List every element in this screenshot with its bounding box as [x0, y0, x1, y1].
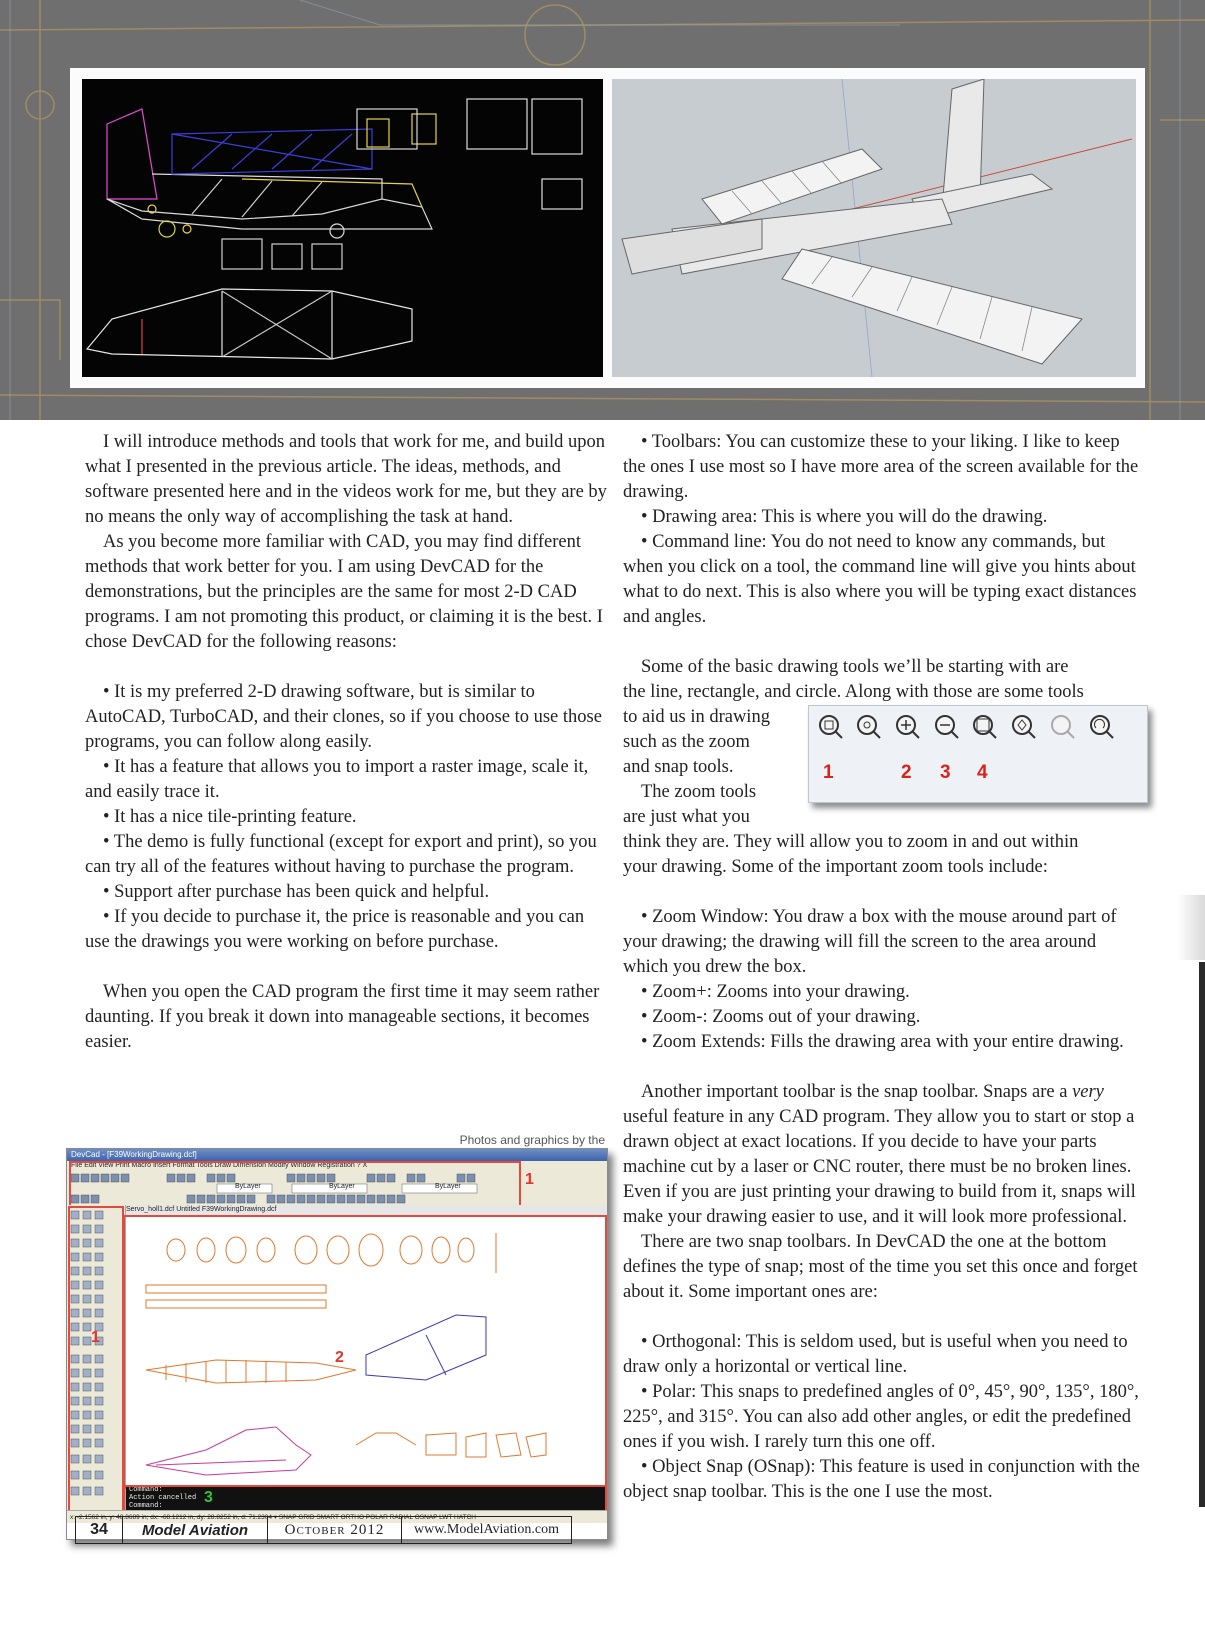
bullet-item: • Drawing area: This is where you will do the drawing. — [641, 507, 1048, 527]
callout-2: 2 — [335, 1349, 344, 1366]
document-tabs[interactable]: Servo_holl1.dcf Untitled F39WorkingDrawing.dcf — [126, 1205, 607, 1215]
zoom-label-1: 1 — [823, 762, 834, 783]
toolbox-callout-box — [68, 1206, 124, 1513]
text-line: your drawing. Some of the important zoom tools include: — [623, 857, 1048, 877]
zoom-extents-icon — [974, 716, 996, 738]
bullet-item: • Object Snap (OSnap): This feature is used in conjunction with the object snap toolbar. This is the one I use the most. — [623, 1457, 1140, 1502]
paragraph — [623, 1080, 1143, 1230]
menu-bar: File Edit View Print Macro Insert Format Tools Draw Dimension Modify Window Registration ? X — [67, 1161, 607, 1171]
paragraph: When you open the CAD program the first time it may seem rather daunting. If you break it down into manageable sections, it becomes easier. — [85, 982, 600, 1052]
toolbar-callout-box — [69, 1161, 521, 1207]
issue-date: October 2012 — [268, 1517, 402, 1543]
text-line: The zoom tools — [641, 782, 757, 802]
header-banner — [0, 0, 1205, 420]
text-line: and snap tools. — [623, 757, 734, 777]
command-line-text: Action cancelled — [129, 1494, 197, 1502]
edge-tab-mark — [1177, 895, 1205, 960]
zoom-label-4: 4 — [977, 762, 988, 783]
magazine-name: Model Aviation — [123, 1517, 268, 1543]
zoom-in-icon — [897, 716, 919, 738]
paragraph: As you become more familiar with CAD, you may find different methods that work better for you. I am using DevCAD for the demonstrations, but the principles are the same for most 2-D CAD programs. I am not promoting this product, or claiming it is the best. I chose DevCAD for the following reasons: — [85, 532, 603, 652]
zoom-icons — [809, 706, 1147, 756]
zoom-label-2: 2 — [901, 762, 912, 783]
bullet-item: • Command line: You do not need to know any commands, but when you click on a tool, the command line will give you hints about what to do next. This is also where you will be typing exact distances and angles. — [623, 532, 1137, 627]
paragraph: There are two snap toolbars. In DevCAD the one at the bottom defines the type of snap; most of the time you set this once and forget about it. Some important ones are: — [623, 1232, 1138, 1302]
callout-1: 1 — [525, 1171, 534, 1188]
edge-bar — [1199, 962, 1205, 1507]
zoom-label-3: 3 — [940, 762, 951, 783]
zoom-realtime-icon — [1013, 716, 1035, 738]
bullet-item: • Toolbars: You can customize these to your liking. I like to keep the ones I use most so I have more area of the screen available for the drawing. — [623, 432, 1139, 502]
text-run: useful feature in any CAD program. They allow you to start or stop a drawn object at exact locations. If you decide to have your parts machine cut by a laser or CNC router, there must be no broken lines. Even if you are just printing your drawing to build from it, snaps will make your drawing easier to use, and it will look more professional. — [623, 1107, 1136, 1227]
3d-wireframe-airplane-image — [612, 79, 1136, 377]
bullet-item: • It has a nice tile-printing feature. — [103, 807, 357, 827]
zoom-toolbar-figure — [808, 705, 1148, 803]
text-line: to aid us in drawing — [623, 707, 770, 727]
bullet-item: • Polar: This snaps to predefined angles of 0°, 45°, 90°, 135°, 180°, 225°, and 315°. You can also add other angles, or edit the predefined ones if you wish. I rarely turn this one off. — [623, 1382, 1139, 1452]
callout-1b: 1 — [91, 1329, 100, 1346]
bullet-item: • Zoom Extends: Fills the drawing area with your entire drawing. — [641, 1032, 1124, 1052]
cad-2d-plans-image — [82, 79, 603, 377]
drawing-callout-box — [123, 1215, 607, 1489]
zoom-window-icon — [820, 716, 842, 738]
text-line: such as the zoom — [623, 732, 750, 752]
bullet-item: • If you decide to purchase it, the price is reasonable and you can use the drawings you were working on before purchase. — [85, 907, 585, 952]
photo-frame — [70, 68, 1145, 388]
bullet-item: • Zoom-: Zooms out of your drawing. — [641, 1007, 921, 1027]
window-title: DevCad - [F39WorkingDrawing.dcf] — [67, 1149, 607, 1161]
bullet-item: • The demo is fully functional (except for export and print), so you can try all of the features without having to purchase the program. — [85, 832, 597, 877]
zoom-center-icon — [858, 716, 880, 738]
text-line: the line, rectangle, and circle. Along with those are some tools — [623, 682, 1084, 702]
bullet-item: • Support after purchase has been quick and helpful. — [103, 882, 490, 902]
status-bar: x: -2.1562 in, y: 48.8689 in; dx: -68.1212 in, dy: 28.8252 in, d: 71.2304 ▾ SNAP GRID SMART ORTHO POLAR RADIAL OSNAP LWT HATCH — [67, 1510, 607, 1523]
right-column — [623, 430, 1143, 1505]
website-link[interactable]: www.ModelAviation.com — [413, 1522, 560, 1537]
layer-combo[interactable]: ByLayer — [235, 1183, 261, 1190]
text-line: Some of the basic drawing tools we’ll be starting with are — [641, 657, 1069, 677]
zoom-previous-icon — [1091, 716, 1113, 738]
command-line-text: Command: — [129, 1486, 163, 1494]
linetype-combo[interactable]: ByLayer — [435, 1183, 461, 1190]
bullet-item: • Orthogonal: This is seldom used, but is useful when you need to draw only a horizontal or vertical line. — [623, 1332, 1128, 1377]
zoom-out-icon — [936, 716, 958, 738]
text-line: think they are. They will allow you to zoom in and out within — [623, 832, 1079, 852]
bullet-item: • It has a feature that allows you to import a raster image, scale it, and easily trace it. — [85, 757, 589, 802]
bullet-item: • It is my preferred 2-D drawing software, but is similar to AutoCAD, TurboCAD, and their clones, so if you choose to use those programs, you can follow along easily. — [85, 682, 602, 752]
page-footer — [75, 1516, 572, 1544]
bullet-item: • Zoom+: Zooms into your drawing. — [641, 982, 910, 1002]
devcad-screenshot — [66, 1148, 608, 1540]
callout-3: 3 — [204, 1489, 213, 1506]
command-callout-box — [123, 1485, 607, 1513]
color-combo[interactable]: ByLayer — [329, 1183, 355, 1190]
photo-credit: Photos and graphics by the — [459, 1133, 605, 1147]
bullet-item: • Zoom Window: You draw a box with the mouse around part of your drawing; the drawing will fill the screen to the area around which you drew the box. — [623, 907, 1117, 977]
emphasis: very — [1072, 1082, 1104, 1102]
zoom-disabled-icon — [1052, 716, 1074, 738]
text-line: are just what you — [623, 807, 750, 827]
left-column — [85, 430, 607, 1055]
paragraph: I will introduce methods and tools that work for me, and build upon what I presented in the previous article. The ideas, methods, and software presented here and in the videos work for me, but they are by no means the only way of accomplishing the task at hand. — [85, 432, 607, 527]
text-run: Another important toolbar is the snap toolbar. Snaps are a — [641, 1082, 1073, 1102]
command-line-text: Command: — [129, 1502, 163, 1510]
page-number: 34 — [76, 1517, 123, 1543]
